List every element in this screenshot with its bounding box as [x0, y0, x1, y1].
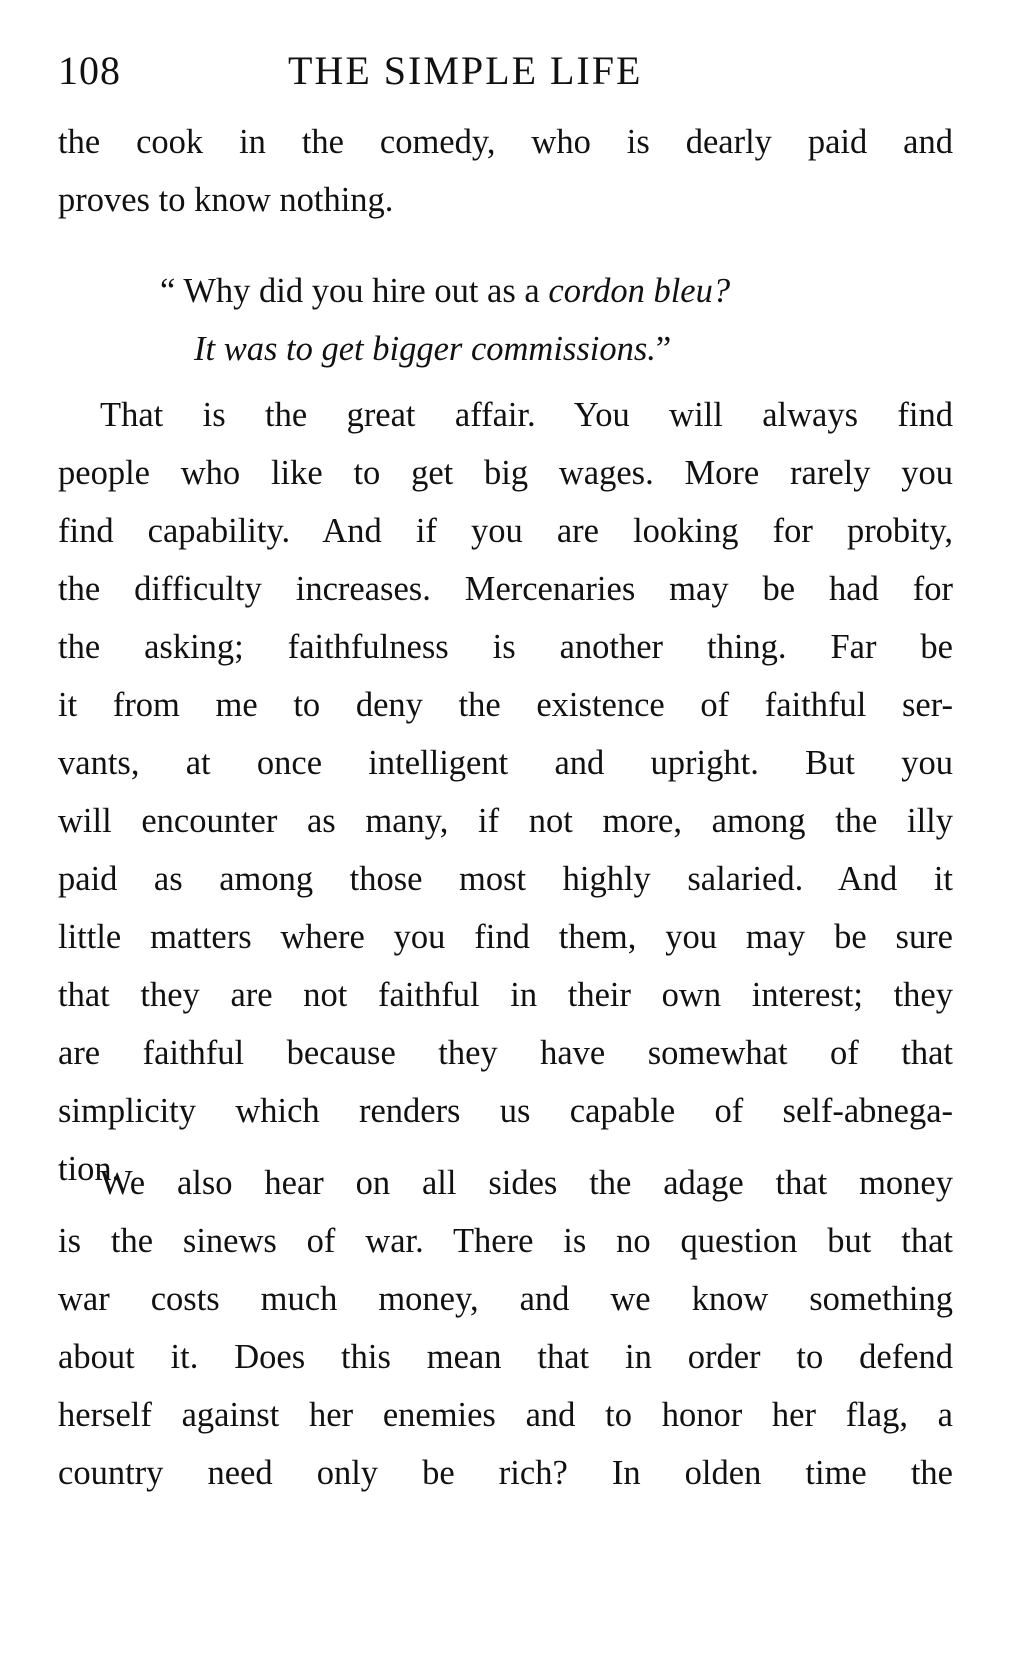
text-line: little matters where you find them, you may be sure [58, 918, 953, 956]
text-line: about it. Does this mean that in order to defend [58, 1338, 953, 1376]
text-line: it from me to deny the existence of faithful ser- [58, 686, 953, 724]
text-line: will encounter as many, if not more, among the illy [58, 802, 953, 840]
text-line: the asking; faithfulness is another thing. Far be [58, 628, 953, 666]
text-line: herself against her enemies and to honor her flag, a [58, 1396, 953, 1434]
text-line: are faithful because they have somewhat of that [58, 1034, 953, 1072]
text-line: simplicity which renders us capable of self-abnega- [58, 1092, 953, 1130]
quote-line-1-text: “ Why did you hire out as a [160, 272, 549, 310]
text-line: find capability. And if you are looking for probity, [58, 512, 953, 550]
quote-line-1-italic: cordon bleu? [548, 272, 731, 310]
paragraph-two [58, 386, 953, 1198]
opening-paragraph [58, 113, 953, 229]
text-line: that they are not faithful in their own interest; they [58, 976, 953, 1014]
text-line: paid as among those most highly salaried. And it [58, 860, 953, 898]
page-header [58, 46, 953, 96]
quoted-verse [160, 262, 920, 378]
text-line: war costs much money, and we know something [58, 1280, 953, 1318]
text-line: tion. [58, 1150, 121, 1188]
quote-line-2-italic: It was to get bigger commissions. [194, 330, 656, 368]
text-line: the difficulty increases. Mercenaries may be had for [58, 570, 953, 608]
text-line: vants, at once intelligent and upright. But you [58, 744, 953, 782]
running-title: THE SIMPLE LIFE [288, 48, 643, 93]
text-line: people who like to get big wages. More rarely you [58, 454, 953, 492]
text-line: That is the great affair. You will always find [100, 396, 953, 434]
quote-line-2 [160, 320, 920, 378]
quote-line-1 [160, 262, 920, 320]
text-line: country need only be rich? In olden time the [58, 1454, 953, 1492]
text-line: We also hear on all sides the adage that money [100, 1164, 953, 1202]
paragraph-three [58, 1154, 953, 1502]
quote-line-2-text: ” [655, 330, 672, 368]
text-line: proves to know nothing. [58, 181, 394, 219]
text-line: the cook in the comedy, who is dearly paid and [58, 123, 953, 161]
text-line: is the sinews of war. There is no question but that [58, 1222, 953, 1260]
page-number: 108 [58, 48, 121, 93]
